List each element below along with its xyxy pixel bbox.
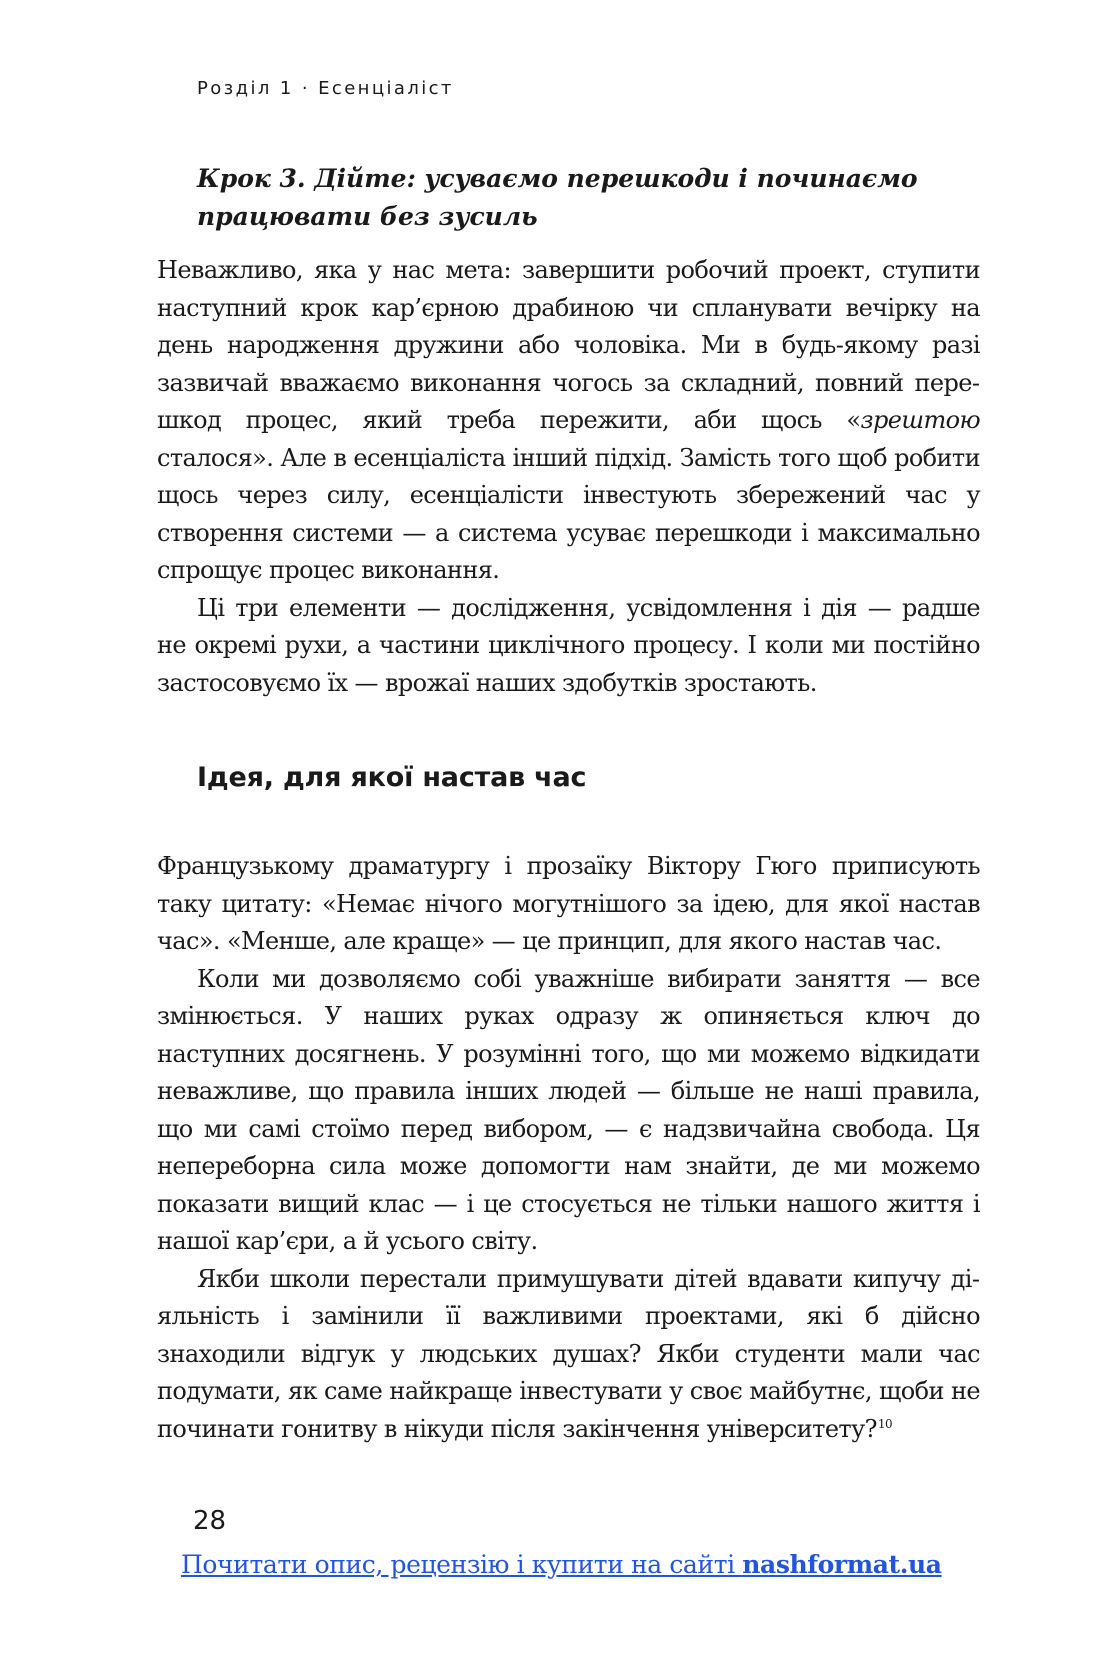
store-link[interactable] [181,1550,942,1579]
paragraph-text: сталося». Але в есенціаліста інший підхід. Замість того щоб робити щось через силу, есенціалісти інвестують збережений час у створення системи — а система усуває перешкоди і максимально спрощує процес виконання. [157,443,980,584]
paragraph: Ці три елементи — дослідження, усвідомлення і дія — радше не окремі рухи, а частини циклічного процесу. І коли ми постійно застосовуємо їх — врожаї наших здобутків зростають. [157,593,980,697]
step-heading-line-1: Крок 3. Дійте: усуваємо перешкоди і починаємо [197,164,918,193]
section-2-body [157,848,980,1448]
section-1-body [157,252,980,702]
paragraph: Французькому драматургу і прозаїку Віктору Гюго приписують таку цитату: «Немає нічого могутнішого за ідею, для якої настав час». «Менше, але краще» — це принцип, для якого настав час. [157,852,980,955]
store-link-site: nashformat.ua [742,1550,942,1579]
footnote-reference[interactable]: 10 [877,1416,892,1431]
paragraph: Коли ми дозволяємо собі уважніше вибирати заняття — все змінюється. У наших руках одразу ж опиняється ключ до наступних досягнень. У розумінні того, що ми можемо відкидати неважливе, що правила інших людей — більше не наші правила, що ми самі стоїмо перед вибором, — є надзвичайна свобода. Ця непереборна сила може допомогти нам знайти, де ми можемо показати вищий клас — і це стосується не тільки нашого життя і нашої кар’єри, а й усього світу. [157,964,980,1255]
running-head: Розділ 1 · Есенціаліст [197,78,454,99]
paragraph [157,252,980,590]
emphasis-text: зрештою [860,406,980,434]
paragraph-text: Неважливо, яка у нас мета: завершити робочий проект, ступити наступний крок кар’єрною драбиною чи спланувати вечірку на день народження дружини або чоловіка. Ми в будь-якому разі зазвичай вважаємо виконання чогось за складний, повний перешкод процес, який треба пережити, аби щось « [157,256,980,434]
paragraph-text: Якби школи перестали примушувати дітей вдавати кипучу діяльність і замінили її важливими проектами, які б дійсно знаходили відгук у людських душах? Якби студенти мали час подумати, як саме найкраще інвестувати у своє майбутнє, щоби не починати гонитву в нікуди після закінчення університету? [157,1264,980,1443]
store-link-text: Почитати опис, рецензію і купити на сайті [181,1550,743,1579]
step-heading [197,160,957,236]
step-heading-line-2: працювати без зусиль [197,202,538,231]
section-heading: Ідея, для якої настав час [197,762,587,793]
page-number: 28 [193,1506,227,1536]
paragraph [157,1261,980,1449]
